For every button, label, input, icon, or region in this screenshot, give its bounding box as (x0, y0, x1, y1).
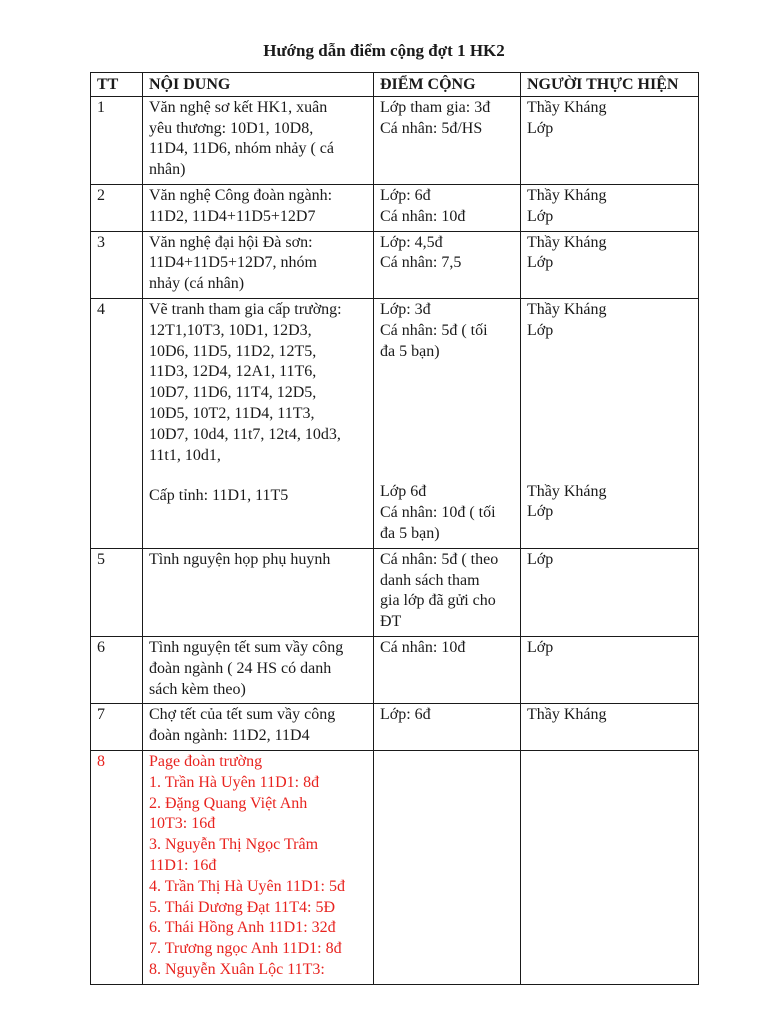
document-title: Hướng dẫn điểm cộng đợt 1 HK2 (263, 41, 505, 60)
cell-points (374, 184, 521, 231)
cell-content (143, 750, 374, 984)
cell-points (374, 96, 521, 184)
spacer (527, 342, 692, 362)
cell-tt: 6 (91, 636, 143, 703)
content-line: nhân) (149, 161, 186, 179)
points-line: Cá nhân: 10đ (380, 207, 466, 225)
content-line: 10D7, 10d4, 11t7, 12t4, 10d3, (149, 425, 341, 443)
points-line: Lớp 6đ (380, 483, 427, 501)
cell-content (143, 231, 374, 298)
spacer (380, 382, 514, 402)
table-row (91, 704, 699, 751)
content-line: Chợ tết của tết sum vầy công (149, 706, 336, 724)
content-line: 3. Nguyễn Thị Ngọc Trâm (149, 836, 319, 854)
spacer (527, 422, 692, 442)
points-line: Lớp tham gia: 3đ (380, 98, 491, 116)
content-line: 11t1, 10d1, (149, 446, 221, 464)
person-line: Lớp (527, 207, 554, 225)
cell-person (521, 96, 699, 184)
content-line: 10D5, 10T2, 11D4, 11T3, (149, 404, 315, 422)
content-line: 6. Thái Hồng Anh 11D1: 32đ (149, 919, 336, 937)
table-row (91, 636, 699, 703)
content-line: 11D4+11D5+12D7, nhóm (149, 254, 317, 272)
person-line: Thầy Kháng (527, 706, 607, 724)
table-header-row (91, 73, 699, 97)
points-line: Cá nhân: 5đ ( tối (380, 321, 488, 339)
content-line: 10D7, 11D6, 11T4, 12D5, (149, 384, 317, 402)
cell-tt: 8 (91, 750, 143, 984)
content-line: Tình nguyện tết sum vầy công (149, 638, 344, 656)
points-line: Cá nhân: 5đ/HS (380, 119, 483, 137)
person-line: Lớp (527, 638, 554, 656)
person-line: Lớp (527, 254, 554, 272)
content-line: đoàn ngành: 11D2, 11D4 (149, 727, 310, 745)
cell-person (521, 231, 699, 298)
points-line: đa 5 bạn) (380, 524, 440, 542)
content-line: sách kèm theo) (149, 680, 246, 698)
cell-person (521, 750, 699, 984)
cell-points (374, 636, 521, 703)
cell-tt: 7 (91, 704, 143, 751)
table-row (91, 750, 699, 984)
cell-points (374, 298, 521, 548)
table-row (91, 548, 699, 636)
content-line: 1. Trần Hà Uyên 11D1: 8đ (149, 773, 320, 791)
cell-tt: 2 (91, 184, 143, 231)
points-line: Lớp: 6đ (380, 706, 431, 724)
bonus-points-table (90, 72, 699, 985)
content-line: Văn nghệ Công đoàn ngành: (149, 186, 333, 204)
cell-tt: 4 (91, 298, 143, 548)
points-line: danh sách tham (380, 571, 480, 589)
points-line: Cá nhân: 10đ ( tối (380, 504, 496, 522)
person-line: Thầy Kháng (527, 233, 607, 251)
content-line: yêu thương: 10D1, 10D8, (149, 119, 314, 137)
person-line: Lớp (527, 550, 554, 568)
content-line: 2. Đặng Quang Việt Anh (149, 794, 308, 812)
spacer (149, 466, 367, 486)
cell-points (374, 750, 521, 984)
content-line: 4. Trần Thị Hà Uyên 11D1: 5đ (149, 877, 345, 895)
content-line: 11D2, 11D4+11D5+12D7 (149, 207, 316, 225)
spacer (527, 402, 692, 422)
cell-tt: 1 (91, 96, 143, 184)
cell-content (143, 548, 374, 636)
cell-tt: 3 (91, 231, 143, 298)
content-line: 12T1,10T3, 10D1, 12D3, (149, 321, 312, 339)
table-row (91, 96, 699, 184)
person-line: Lớp (527, 503, 554, 521)
points-line: Cá nhân: 10đ (380, 638, 466, 656)
points-line: gia lớp đã gửi cho (380, 592, 496, 610)
person-line: Thầy Kháng (527, 98, 607, 116)
content-line: Tình nguyện họp phụ huynh (149, 550, 331, 568)
cell-points (374, 548, 521, 636)
header-tt: TT (91, 73, 143, 97)
cell-tt: 5 (91, 548, 143, 636)
cell-content (143, 636, 374, 703)
spacer (380, 422, 514, 442)
spacer (527, 462, 692, 482)
person-line: Thầy Kháng (527, 482, 607, 500)
content-line: Cấp tỉnh: 11D1, 11T5 (149, 487, 289, 505)
person-line: Lớp (527, 321, 554, 339)
header-content: NỘI DUNG (143, 73, 374, 97)
spacer (527, 362, 692, 382)
content-line: nhảy (cá nhân) (149, 275, 245, 293)
cell-points (374, 231, 521, 298)
content-line: Page đoàn trường (149, 752, 263, 770)
cell-person (521, 636, 699, 703)
person-line: Thầy Kháng (527, 300, 607, 318)
table-row (91, 298, 699, 548)
spacer (380, 402, 514, 422)
cell-person (521, 184, 699, 231)
cell-content (143, 704, 374, 751)
table-row (91, 231, 699, 298)
spacer (380, 462, 514, 482)
points-line: Lớp: 6đ (380, 186, 431, 204)
content-line: 5. Thái Dương Đạt 11T4: 5Đ (149, 898, 335, 916)
person-line: Thầy Kháng (527, 186, 607, 204)
content-line: Vẽ tranh tham gia cấp trường: (149, 300, 342, 318)
points-line: đa 5 bạn) (380, 342, 440, 360)
spacer (380, 442, 514, 462)
table-row (91, 184, 699, 231)
points-line: ĐT (380, 613, 402, 631)
points-line: Lớp: 3đ (380, 300, 431, 318)
cell-content (143, 298, 374, 548)
content-line: Văn nghệ sơ kết HK1, xuân (149, 98, 328, 116)
content-line: Văn nghệ đại hội Đà sơn: (149, 233, 313, 251)
spacer (380, 362, 514, 382)
points-line: Lớp: 4,5đ (380, 233, 443, 251)
person-line: Lớp (527, 119, 554, 137)
cell-person (521, 548, 699, 636)
content-line: đoàn ngành ( 24 HS có danh (149, 659, 332, 677)
content-line: 11D3, 12D4, 12A1, 11T6, (149, 363, 317, 381)
content-line: 11D1: 16đ (149, 856, 217, 874)
spacer (527, 442, 692, 462)
content-line: 11D4, 11D6, nhóm nhảy ( cá (149, 140, 334, 158)
content-line: 8. Nguyễn Xuân Lộc 11T3: (149, 960, 325, 978)
content-line: 10T3: 16đ (149, 815, 216, 833)
content-line: 7. Trương ngọc Anh 11D1: 8đ (149, 940, 342, 958)
spacer (527, 382, 692, 402)
header-points: ĐIỂM CỘNG (374, 73, 521, 97)
cell-person (521, 704, 699, 751)
header-person: NGƯỜI THỰC HIỆN (521, 73, 699, 97)
cell-content (143, 96, 374, 184)
cell-points (374, 704, 521, 751)
cell-content (143, 184, 374, 231)
points-line: Cá nhân: 7,5 (380, 254, 462, 272)
points-line: Cá nhân: 5đ ( theo (380, 550, 499, 568)
cell-person (521, 298, 699, 548)
content-line: 10D6, 11D5, 11D2, 12T5, (149, 342, 317, 360)
